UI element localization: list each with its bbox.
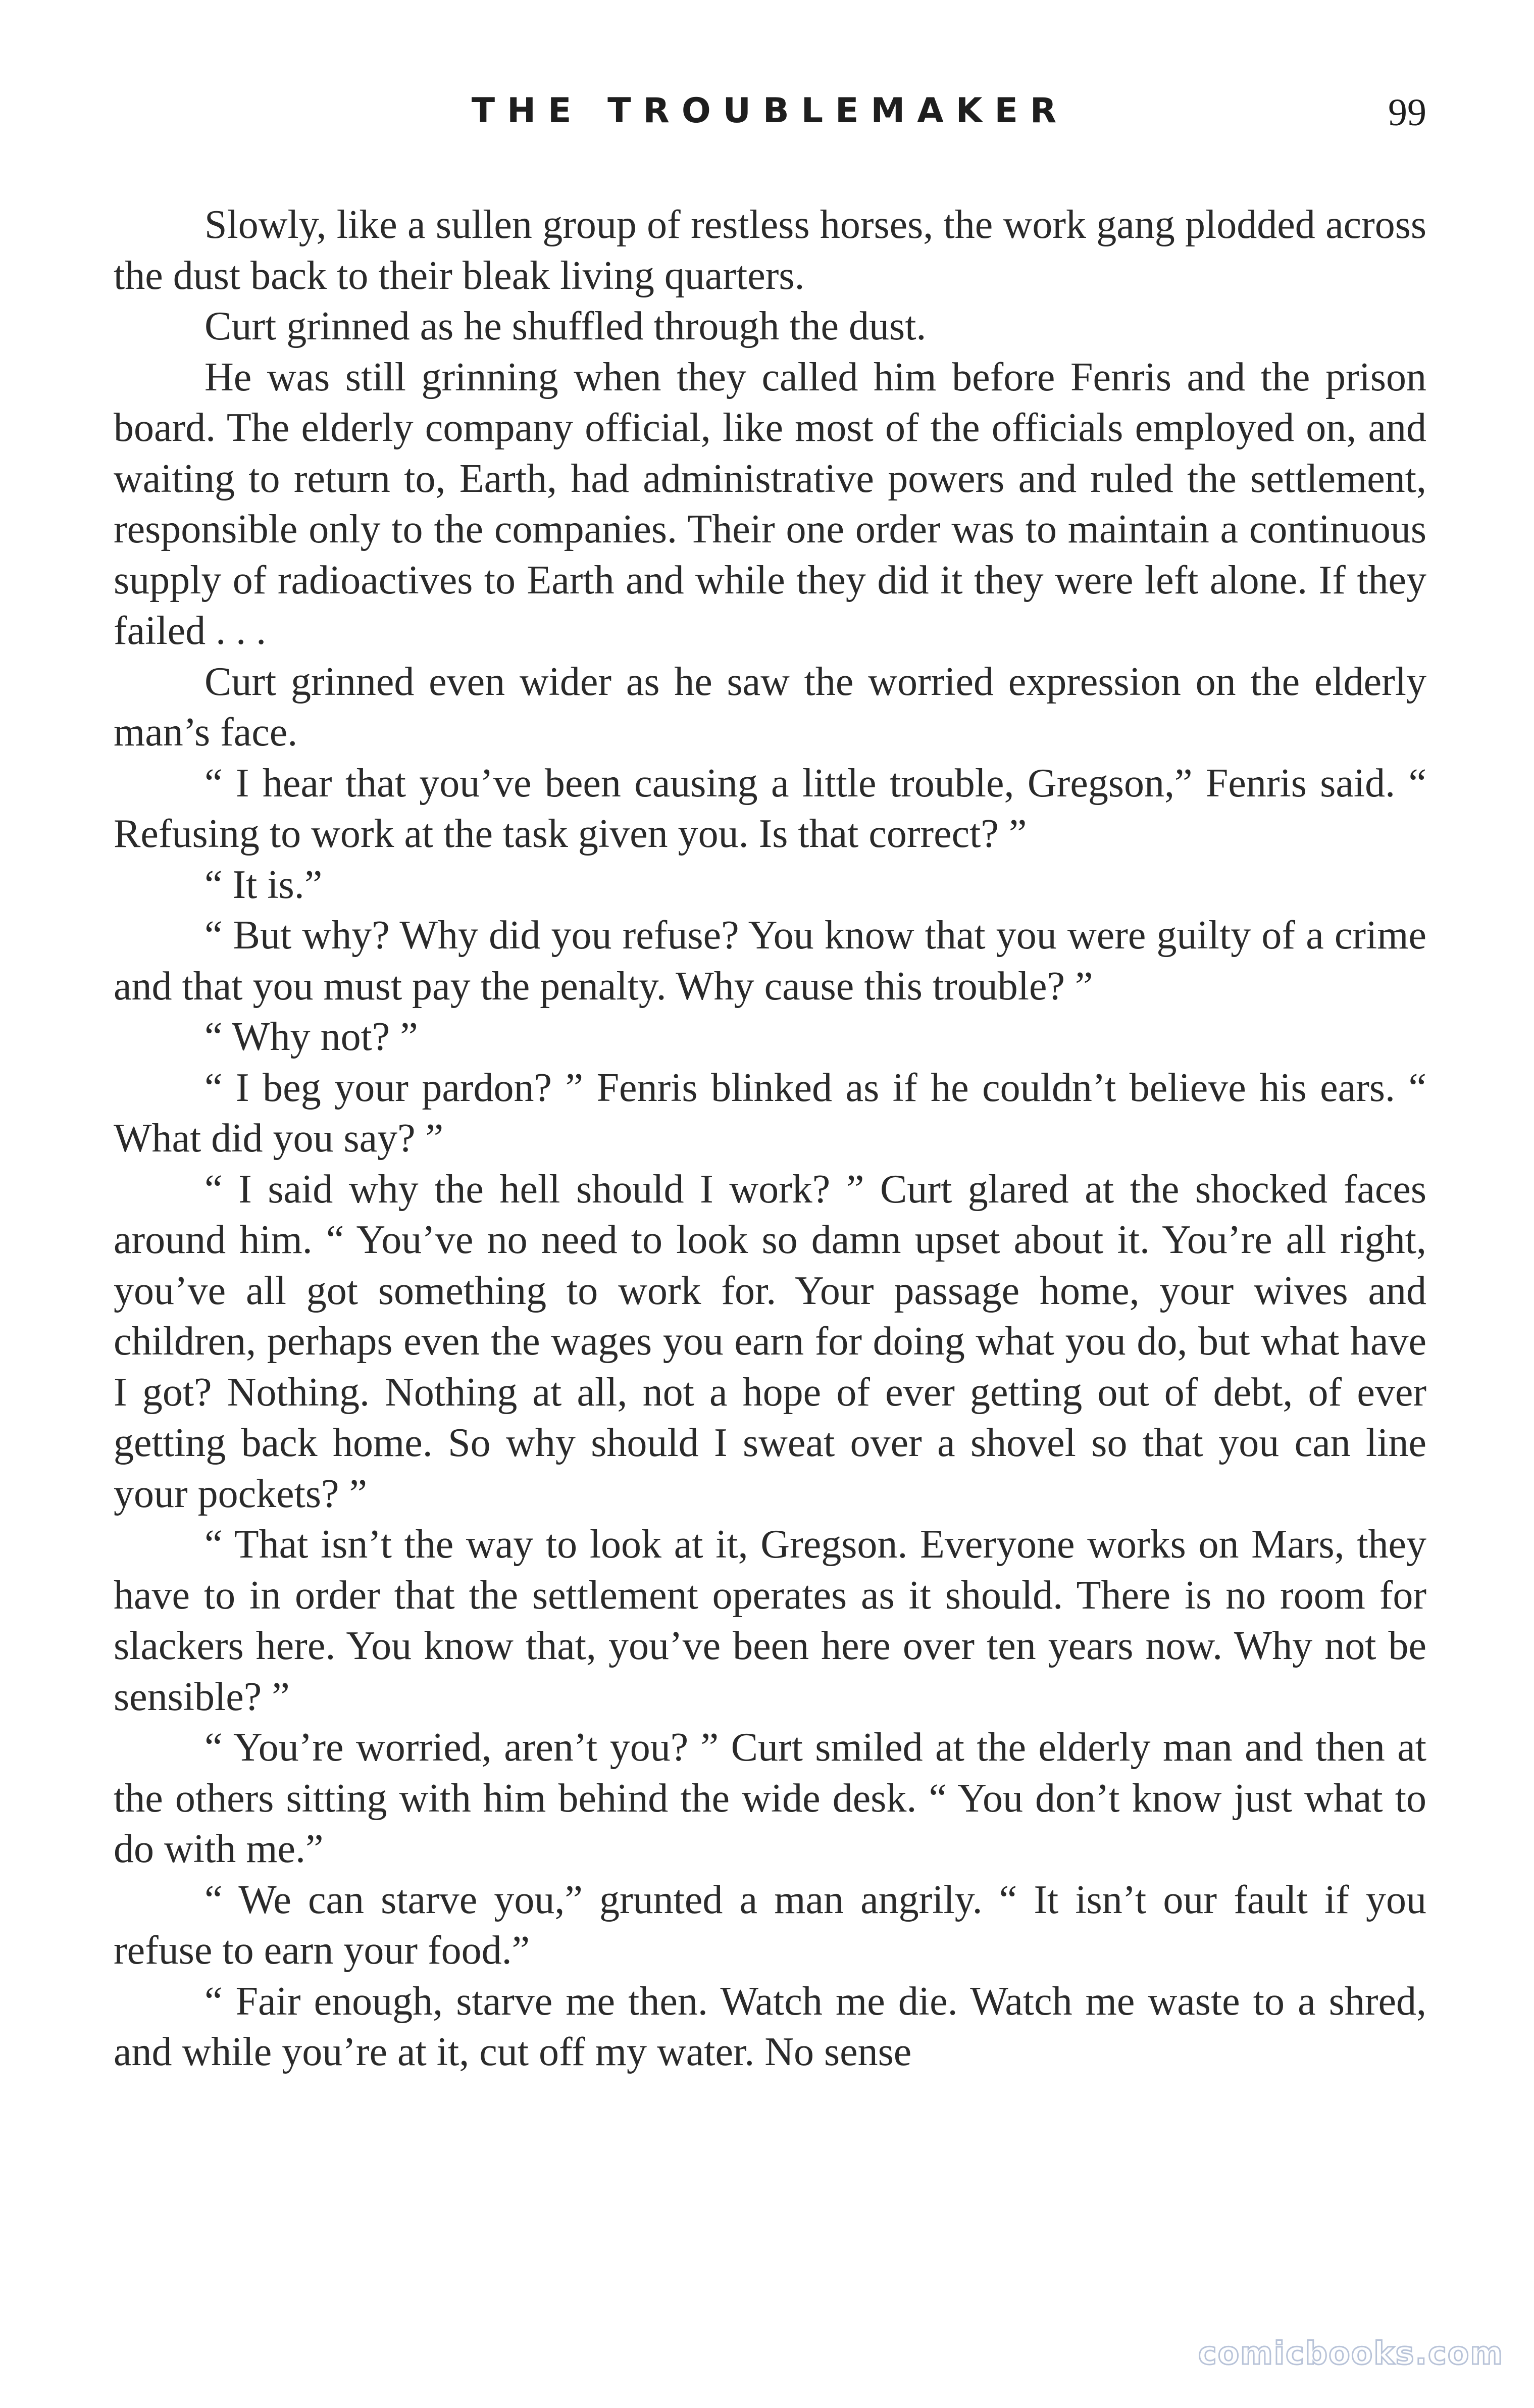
paragraph: Slowly, like a sullen group of restless horses, the work gang plodded across the dust back to their bleak living quarters. (114, 203, 1426, 298)
running-head (114, 91, 1426, 152)
paragraph: “ We can starve you,” grunted a man angrily. “ It isn’t our fault if you refuse to earn your food.” (114, 1877, 1426, 1973)
paragraph: “ But why? Why did you refuse? You know that you were guilty of a crime and that you must pay the penalty. Why cause this trouble? ” (114, 913, 1426, 1009)
paragraph: “ I beg your pardon? ” Fenris blinked as if he couldn’t believe his ears. “ What did you say? ” (114, 1065, 1426, 1161)
paragraph: “ That isn’t the way to look at it, Gregson. Everyone works on Mars, they have to in order that the settlement operates as it should. There is no room for slackers here. You know that, you’ve been here over ten years now. Why not be sensible? ” (114, 1522, 1426, 1719)
paragraph: He was still grinning when they called him before Fenris and the prison board. The elderly company official, like most of the officials employed on, and waiting to return to, Earth, had administrative powers and ruled the settlement, responsible only to the companies. Their one order was to maintain a continuous supply of radioactives to Earth and while they did it they were left alone. If they failed . . . (114, 355, 1426, 653)
paragraph: “ It is.” (204, 862, 323, 907)
paragraph: “ Fair enough, starve me then. Watch me die. Watch me waste to a shred, and while you’re at it, cut off my water. No sense (114, 1979, 1426, 2074)
running-title: THE TROUBLEMAKER (471, 91, 1069, 131)
paragraph: “ You’re worried, aren’t you? ” Curt smiled at the elderly man and then at the others sitting with him behind the wide desk. “ You don’t know just what to do with me.” (114, 1725, 1426, 1871)
paragraph: “ Why not? ” (204, 1015, 418, 1059)
paragraph: “ I hear that you’ve been causing a little trouble, Gregson,” Fenris said. “ Refusing to work at the task given you. Is that correct? ” (114, 761, 1426, 856)
paragraph: “ I said why the hell should I work? ” Curt glared at the shocked faces around him. “ You’ve no need to look so damn upset about it. You’re all right, you’ve all got something to work for. Your passage home, your wives and children, perhaps even the wages you earn for doing what you do, but what have I got? Nothing. Nothing at all, not a hope of ever getting out of debt, of ever getting back home. So why should I sweat over a shovel so that you can line your pockets? ” (114, 1167, 1426, 1516)
watermark: comicbooks.com (1198, 2335, 1504, 2372)
body-text (114, 199, 1426, 2078)
paragraph: Curt grinned as he shuffled through the dust. (204, 304, 927, 348)
page-number: 99 (1388, 91, 1426, 134)
paragraph: Curt grinned even wider as he saw the worried expression on the elderly man’s face. (114, 659, 1426, 755)
